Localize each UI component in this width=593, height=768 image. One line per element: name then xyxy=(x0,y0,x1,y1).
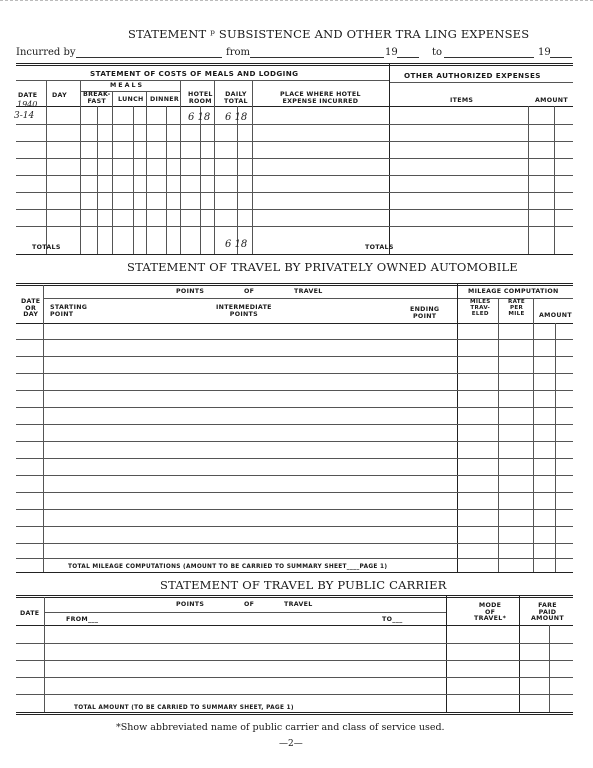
incurred-by-field[interactable] xyxy=(76,57,222,58)
carrier-total-label: TOTAL AMOUNT (TO BE CARRIED TO SUMMARY SHEET, PAGE 1) xyxy=(74,705,294,711)
carrier-from-label: FROM___ xyxy=(66,616,99,623)
incurred-by-label: Incurred by xyxy=(16,47,76,58)
costs-section-title: STATEMENT OF COSTS OF MEALS AND LODGING xyxy=(90,69,299,78)
entry-daily-total: 6 18 xyxy=(225,112,248,123)
other-totals-label: TOTALS xyxy=(365,244,394,251)
auto-travel-label: TRAVEL xyxy=(294,288,323,295)
auto-col-end: ENDING POINT xyxy=(410,306,440,320)
col-lunch: LUNCH xyxy=(118,96,144,103)
col-place: PLACE WHERE HOTEL EXPENSE INCURRED xyxy=(280,91,361,105)
auto-total-label: TOTAL MILEAGE COMPUTATIONS (AMOUNT TO BE CARRIED TO SUMMARY SHEET____PAGE 1) xyxy=(68,564,388,570)
carrier-of-label: OF xyxy=(244,601,255,608)
costs-totals-label: TOTALS xyxy=(32,244,61,251)
mileage-computation-label: MILEAGE COMPUTATION xyxy=(468,288,559,295)
carrier-points-label: POINTS xyxy=(176,601,205,608)
carrier-to-label: TO___ xyxy=(382,616,403,623)
meals-label: MEALS xyxy=(110,82,144,89)
auto-col-miles: MILES TRAV- ELED xyxy=(470,299,491,317)
entry-year: 1940 xyxy=(17,100,38,109)
from-year-label: 19 xyxy=(385,47,398,58)
auto-col-rate: RATE PER MILE xyxy=(508,299,526,317)
col-daily-total: DAILY TOTAL xyxy=(224,91,248,105)
carrier-col-fare: FARE PAID AMOUNT xyxy=(531,602,564,623)
auto-col-start: STARTING POINT xyxy=(50,304,88,318)
col-dinner: DINNER xyxy=(150,96,180,103)
carrier-title: STATEMENT OF TRAVEL BY PUBLIC CARRIER xyxy=(160,578,447,592)
col-hotel-room: HOTEL ROOM xyxy=(188,91,213,105)
col-date: DATE xyxy=(18,92,38,99)
auto-col-date: DATE OR DAY xyxy=(21,298,41,319)
auto-of-label: OF xyxy=(244,288,255,295)
col-day: DAY xyxy=(52,92,67,99)
auto-title: STATEMENT OF TRAVEL BY PRIVATELY OWNED AUTOMOBILE xyxy=(127,260,518,274)
auto-points-label: POINTS xyxy=(176,288,205,295)
from-label: from xyxy=(226,47,250,58)
to-year-field[interactable] xyxy=(550,57,572,58)
page-number: —2— xyxy=(279,739,303,749)
col-breakfast: BREAK- FAST xyxy=(83,91,111,105)
carrier-col-date: DATE xyxy=(20,610,40,617)
entry-date: 3-14 xyxy=(14,111,35,121)
col-other-amount: AMOUNT xyxy=(535,97,568,104)
carrier-travel-label: TRAVEL xyxy=(284,601,313,608)
col-items: ITEMS xyxy=(450,97,474,104)
form-title: STATEMENT ᵖ SUBSISTENCE AND OTHER TRA LING EXPENSES xyxy=(128,27,530,41)
to-year-label: 19 xyxy=(538,47,551,58)
auto-col-intermediate: INTERMEDIATE POINTS xyxy=(216,304,272,318)
auto-col-amount: AMOUNT xyxy=(539,312,572,319)
entry-hotel-room: 6 18 xyxy=(188,112,211,123)
from-date-field[interactable] xyxy=(250,57,384,58)
to-label: to xyxy=(432,47,443,58)
from-year-field[interactable] xyxy=(397,57,419,58)
page-top-edge xyxy=(0,0,593,1)
total-daily: 6 18 xyxy=(225,239,248,250)
other-expenses-title: OTHER AUTHORIZED EXPENSES xyxy=(404,71,541,80)
to-date-field[interactable] xyxy=(444,57,534,58)
footnote: *Show abbreviated name of public carrier and class of service used. xyxy=(116,722,445,733)
carrier-col-mode: MODE OF TRAVEL* xyxy=(474,602,507,623)
